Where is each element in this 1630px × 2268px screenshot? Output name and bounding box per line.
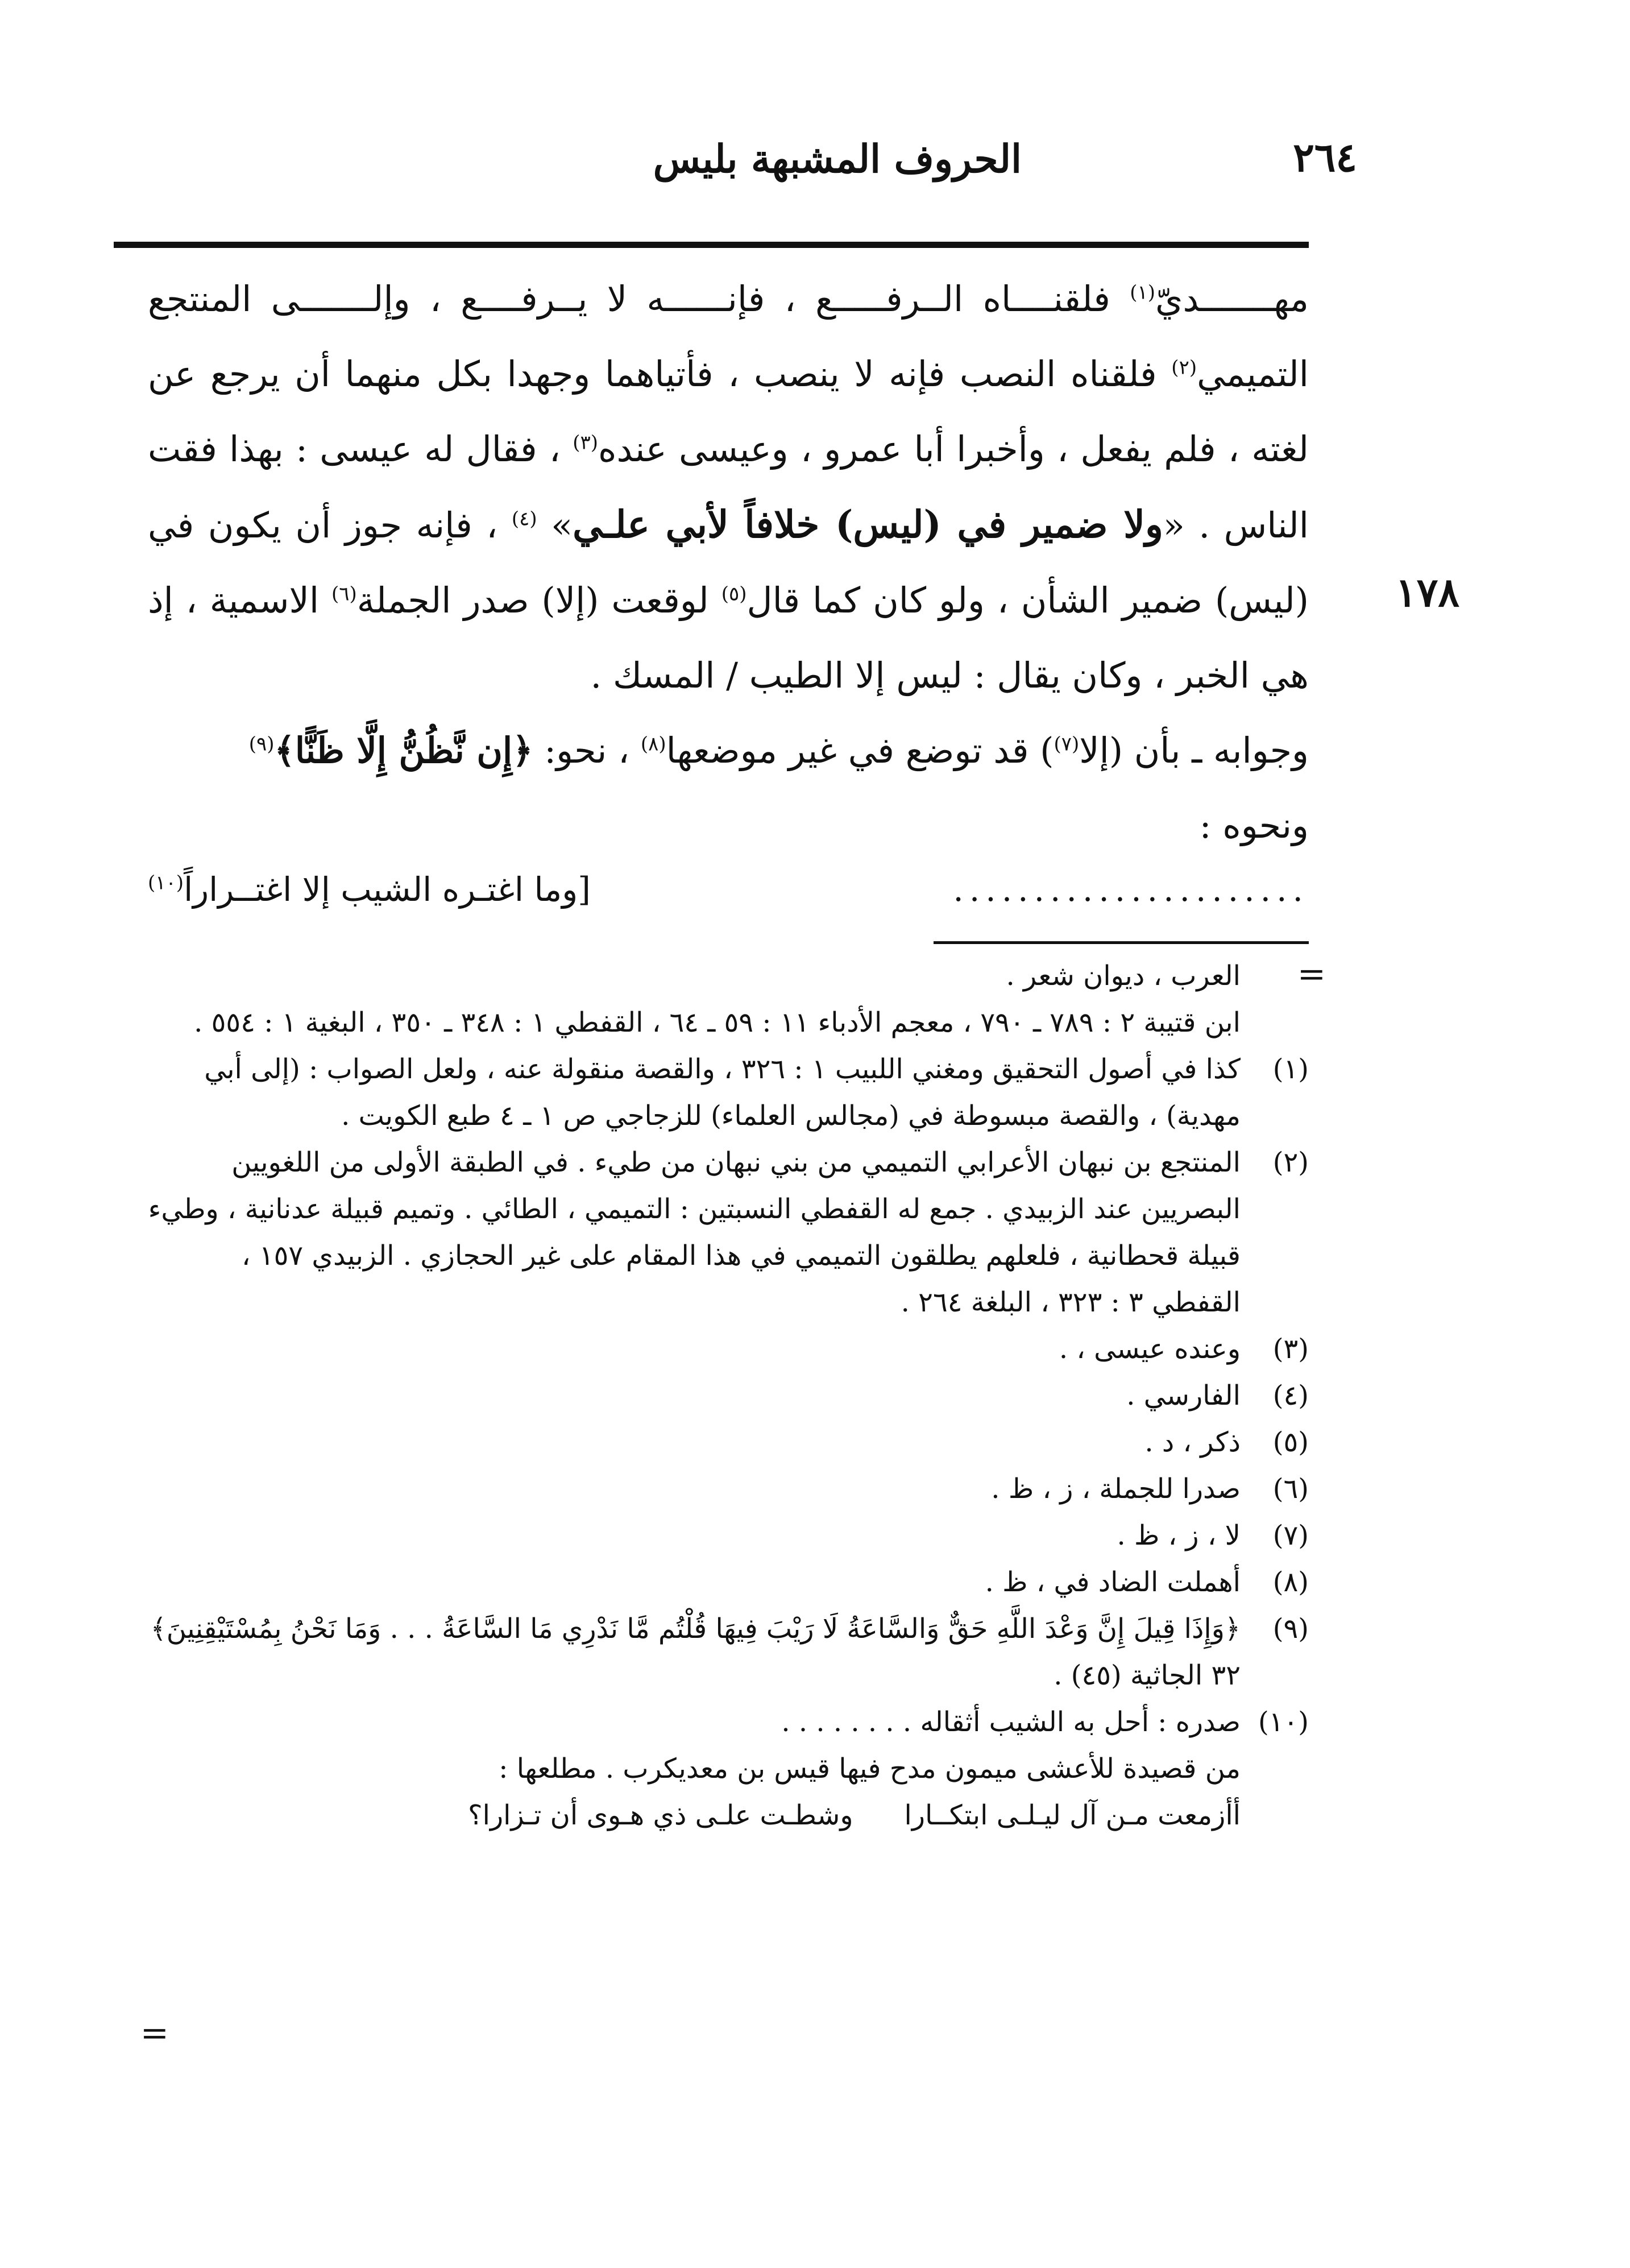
verse-text — [148, 870, 591, 909]
quran-quote: ﴿إِن نَّظُنُّ إِلَّا ظَنًّا﴾ — [274, 730, 533, 771]
bold-quote: ولا ضمير في (ليس) خلافاً لأبي علـي — [573, 502, 1163, 547]
footnote-9 — [148, 1605, 1309, 1699]
poem-hemistich-1: أأزمعت مـن آل ليـلـى ابتكــارا — [904, 1799, 1241, 1831]
footnote-number: (٤) — [1272, 1380, 1309, 1412]
verse-dots: ...................... — [953, 870, 1309, 909]
poem-hemistich-2: وشطـت علـى ذي هـوى أن تـزارا؟ — [468, 1799, 853, 1831]
footnote-number: (٢) — [1272, 1147, 1309, 1178]
footnote-text: ذكر ، د . — [1144, 1426, 1241, 1458]
footnote-text: وعنده عيسى ، . — [1059, 1333, 1241, 1365]
running-title: الحروف المشبهة بليس — [653, 136, 1022, 182]
footnote-text: صدرا للجملة ، ز ، ظ . — [991, 1473, 1241, 1505]
footnote-number: (٣) — [1272, 1333, 1309, 1365]
footnote-text: ﴿وَإِذَا قِيلَ إِنَّ وَعْدَ اللَّهِ حَقٌّ وَالسَّاعَةُ لَا رَيْبَ فِيهَا قُلْتُم مَّا نَدْرِي مَا السَّاعَةُ . . . وَمَا نَحْنُ بِمُسْتَيْقِنِينَ﴾ ٣٢ الجاثية (٤٥) . — [150, 1613, 1241, 1691]
verse-hemistich: [وما اغتـره الشيب إلا اغتــراراً — [184, 870, 591, 909]
footnote-text: لا ، ز ، ظ . — [1117, 1520, 1241, 1551]
footnote-ref: (٣) — [573, 431, 598, 454]
text-run: ، نحو: — [544, 730, 630, 771]
paragraph-1 — [148, 262, 1309, 713]
footnote-10-source — [148, 1745, 1309, 1792]
text-run: فلقنــــاه الــرفـــــع ، فإنــــــه لا يــرفــــع ، وإلـــــــى المنتجع التميمي — [148, 278, 1309, 395]
page-header — [114, 122, 1357, 202]
header-rule — [114, 242, 1309, 248]
footnote-continuation — [148, 953, 1326, 999]
continuation-mark-bottom: = — [140, 2013, 169, 2053]
main-text — [148, 262, 1309, 863]
footnote-7 — [148, 1512, 1309, 1559]
footnote-ref: (٥) — [721, 582, 747, 606]
text-run: ، فإنه جوز أن يكون في (ليس) ضمير الشأن ، ولو كان كما قال — [148, 504, 1309, 621]
footnote-number: (٩) — [1272, 1613, 1309, 1645]
footnote-text: أهملت الضاد في ، ظ . — [985, 1566, 1241, 1598]
page-number: ٢٦٤ — [1293, 134, 1357, 181]
footnote-ref: (٨) — [640, 732, 666, 756]
footnote-text: الفارسي . — [1126, 1380, 1241, 1412]
footnote-number: (٦) — [1272, 1473, 1309, 1505]
footnote-ref: (١٠) — [148, 871, 184, 895]
footnote-text: كذا في أصول التحقيق ومغني اللبيب ١ : ٣٢٦ ، والقصة منقولة عنه ، ولعل الصواب : (إلى أبي مهدية) ، والقصة مبسوطة في (مجالس العلماء) للزجاجي ص ١ ـ ٤ طبع الكويت . — [204, 1053, 1241, 1132]
footnote-text: العرب ، ديوان شعر . — [1006, 960, 1241, 992]
footnote-ref: (١) — [1130, 281, 1155, 304]
text-run: ونحوه : — [1199, 805, 1309, 846]
footnote-5 — [148, 1419, 1309, 1466]
footnote-3 — [148, 1326, 1309, 1372]
footnote-rule — [934, 941, 1309, 944]
footnotes — [148, 953, 1326, 1839]
text-run: ) قد توضع في غير موضعها — [666, 730, 1054, 771]
continuation-mark: = — [1297, 954, 1326, 994]
text-run: وجوابه ـ بأن (إلا — [1079, 730, 1309, 771]
text-run: » — [537, 504, 573, 546]
footnote-number: (٧) — [1272, 1520, 1309, 1551]
footnote-ref: (٩) — [248, 732, 275, 756]
text-run: لوقعت (إلا) صدر الجملة — [356, 580, 709, 621]
footnote-ref: (٤) — [511, 507, 537, 531]
footnote-text: ابن قتيبة ٢ : ٧٨٩ ـ ٧٩٠ ، معجم الأدباء ١١ : ٥٩ ـ ٦٤ ، القفطي ١ : ٣٤٨ ـ ٣٥٠ ، البغية ١ : ٥٥٤ . — [194, 1007, 1241, 1038]
footnote-10 — [148, 1699, 1309, 1745]
paragraph-2 — [148, 713, 1309, 863]
margin-number: ١٧٨ — [1395, 569, 1459, 616]
footnote-text: المنتجع بن نبهان الأعرابي التميمي من بني نبهان من طيء . في الطبقة الأولى من اللغويين البصريين عند الزبيدي . جمع له القفطي النسبتين : التميمي ، الطائي . وتميم قبيلة عدنانية ، وطيء قبيلة قحطانية ، فلعلهم يطلقون التميمي في هذا المقام على غير الحجازي . الزبيدي ١٥٧ ، القفطي ٣ : ٣٢٣ ، البلغة ٢٦٤ . — [148, 1147, 1241, 1318]
text-run: فلقناه النصب فإنه لا ينصب ، فأتياهما وجهدا بكل منهما أن يرجع عن لغته ، فلم يفعل ، وأخبرا أبا عمرو ، وعيسى عنده — [148, 353, 1309, 470]
footnote-ref: (٦) — [331, 582, 357, 606]
footnote-2 — [148, 1139, 1309, 1326]
footnote-4 — [148, 1372, 1309, 1419]
footnote-text: صدره : أحل به الشيب أثقاله . . . . . . . . — [781, 1706, 1241, 1738]
footnote-1 — [148, 1046, 1309, 1139]
footnote-number: (٥) — [1272, 1426, 1309, 1458]
footnote-text: من قصيدة للأعشى ميمون مدح فيها قيس بن معديكرب . مطلعها : — [499, 1753, 1241, 1785]
text-run: الاسمية ، إذ هي الخبر ، وكان يقال : ليس إلا الطيب / المسك . — [148, 580, 1309, 696]
footnote-ref: (٧) — [1054, 732, 1080, 756]
footnote-number: (١) — [1272, 1053, 1309, 1085]
footnote-continuation-2 — [148, 999, 1309, 1046]
footnote-ref: (٢) — [1171, 356, 1197, 379]
text-run: مهـــــــديّ — [1155, 278, 1309, 320]
footnote-number: (١٠) — [1258, 1706, 1309, 1738]
text-run: ، فقال له عيسى : بهذا فقت الناس . « — [148, 428, 1309, 546]
verse-line — [148, 864, 1309, 921]
poem-line — [148, 1792, 1309, 1839]
footnote-8 — [148, 1559, 1309, 1605]
footnote-number: (٨) — [1272, 1566, 1309, 1598]
footnote-6 — [148, 1466, 1309, 1512]
